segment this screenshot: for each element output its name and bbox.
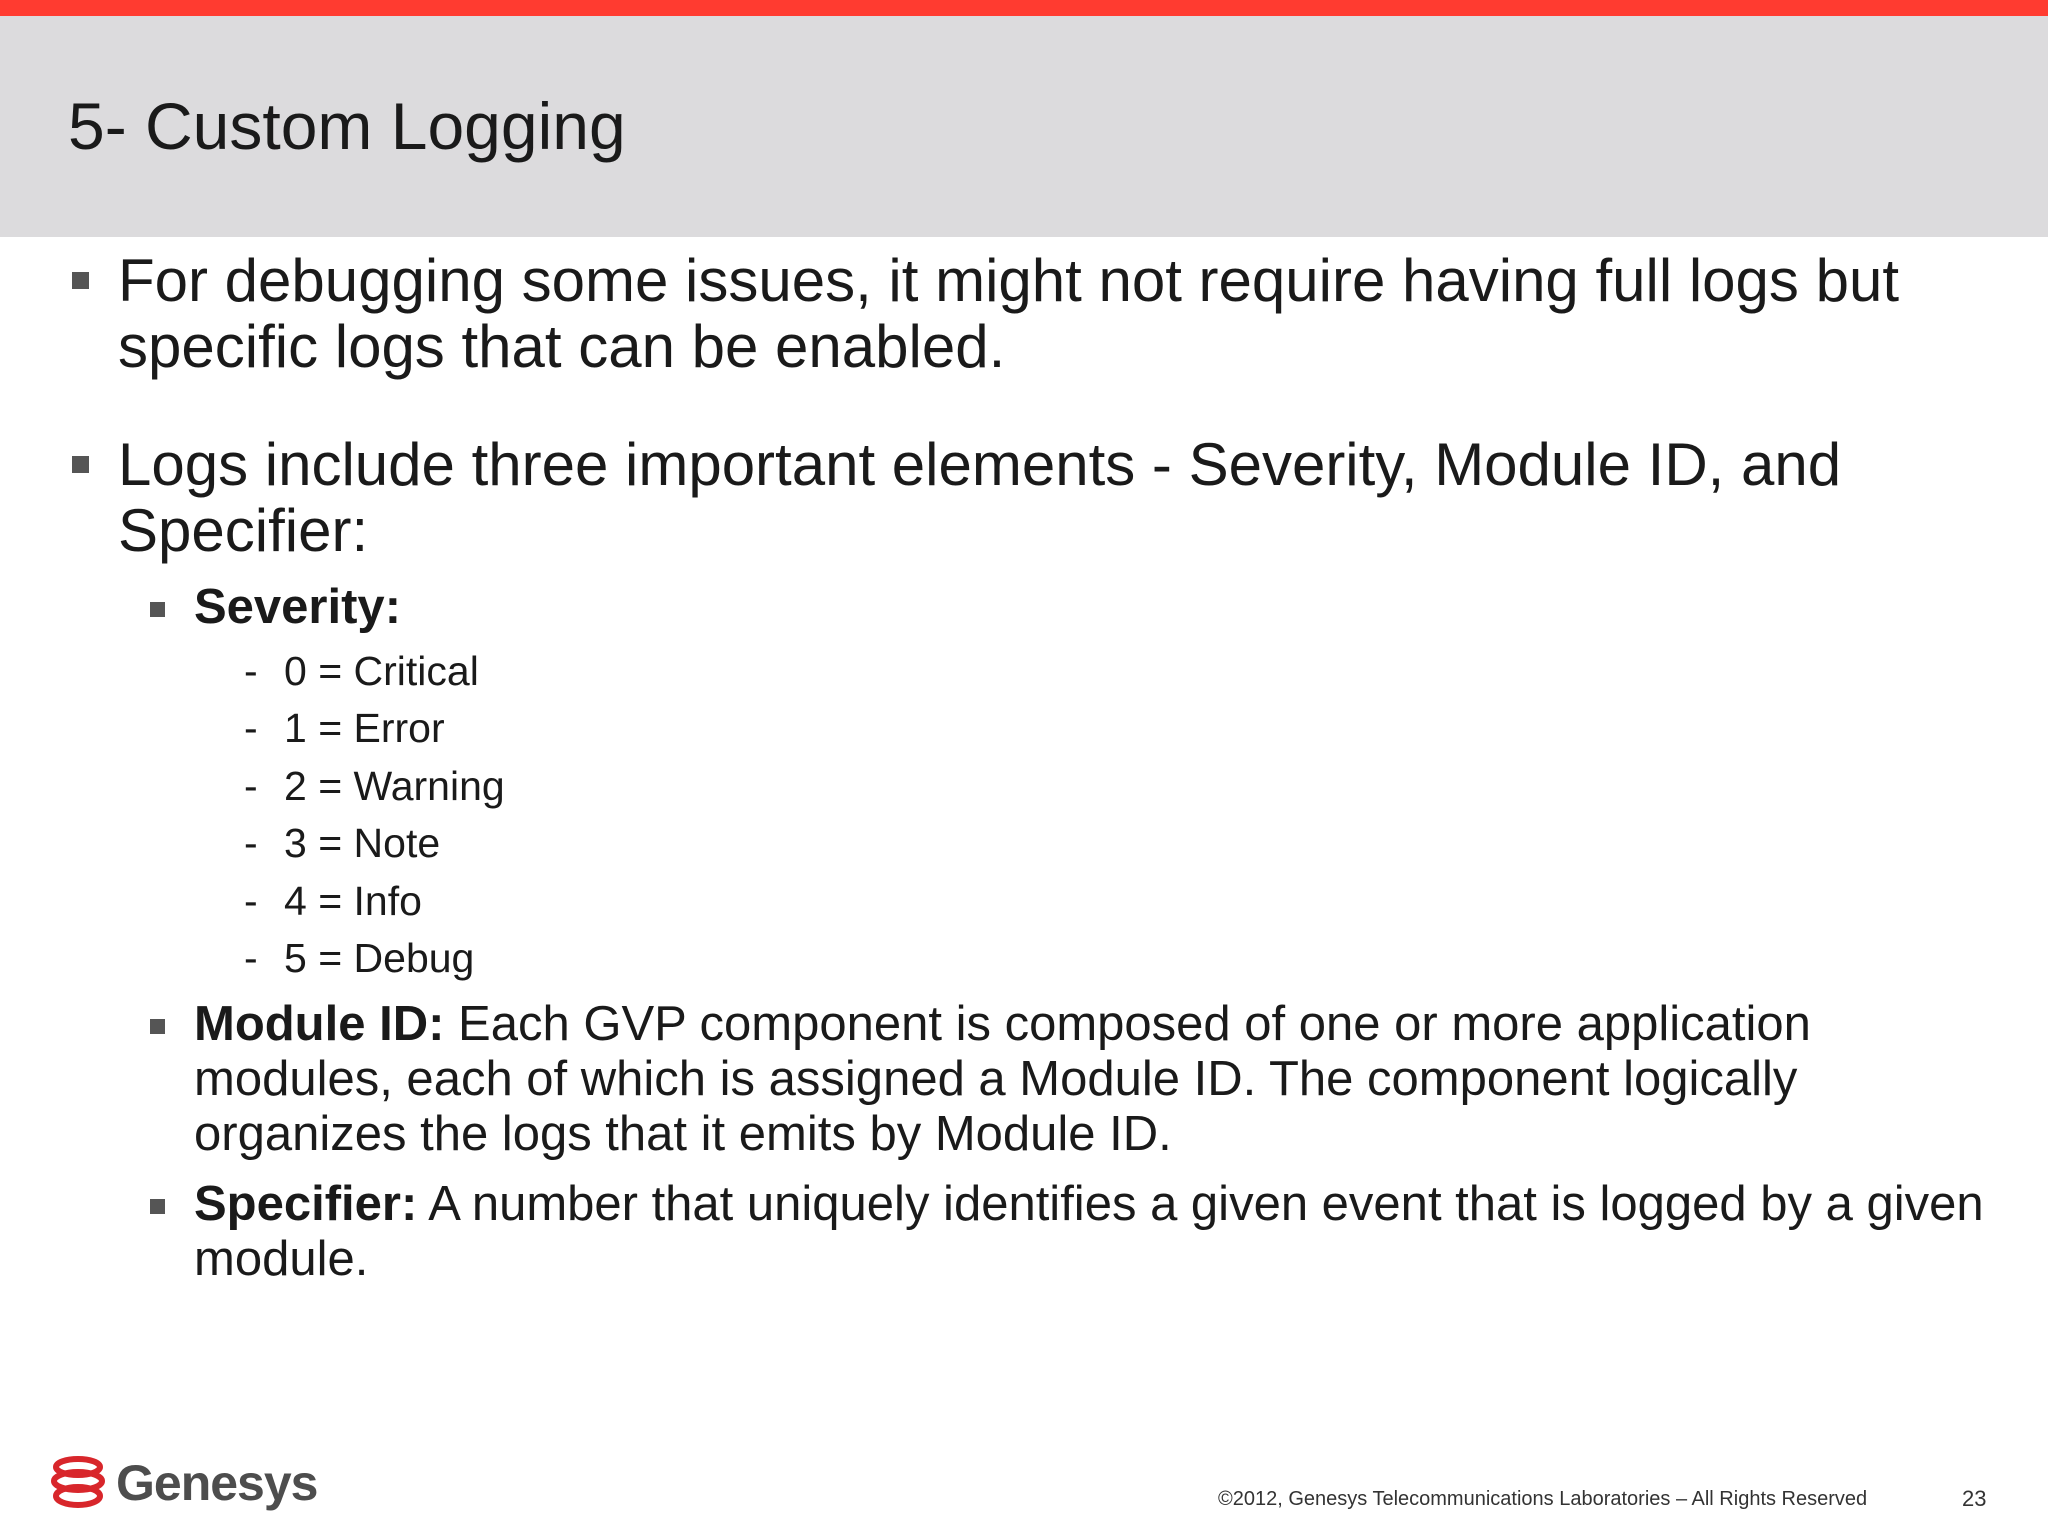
sub-bullet-square-icon bbox=[150, 1199, 165, 1214]
dash-icon: - bbox=[244, 934, 258, 981]
bullet-text: Logs include three important elements - Severity, Module ID, and Specifier: bbox=[118, 431, 1842, 564]
slide-title: 5- Custom Logging bbox=[68, 89, 626, 163]
dash-icon: - bbox=[244, 762, 258, 809]
dash-icon: - bbox=[244, 877, 258, 924]
dash-icon: - bbox=[244, 648, 258, 694]
severity-levels-list bbox=[244, 643, 505, 987]
severity-label: Severity: bbox=[194, 580, 402, 634]
specifier-text: A number that uniquely identifies a given event that is logged by a given module. bbox=[194, 1177, 1984, 1286]
list-item: - 4 = Info bbox=[244, 873, 505, 930]
list-item: - 1 = Error bbox=[244, 700, 505, 757]
dash-icon: - bbox=[244, 820, 258, 867]
bullet-text: For debugging some issues, it might not require having full logs but specific logs that can be enabled. bbox=[118, 247, 1899, 380]
bullet-log-elements bbox=[118, 432, 1978, 564]
genesys-logo bbox=[50, 1452, 317, 1514]
sub-bullet-module-id bbox=[194, 997, 1994, 1162]
bullet-square-icon bbox=[72, 456, 89, 473]
bullet-debugging bbox=[118, 248, 1978, 380]
copyright-notice: ©2012, Genesys Telecommunications Laboratories – All Rights Reserved bbox=[1218, 1488, 1868, 1510]
top-accent-bar bbox=[0, 0, 2048, 16]
sub-bullet-square-icon bbox=[150, 602, 165, 617]
sub-bullet-specifier bbox=[194, 1177, 1994, 1287]
list-item: - 0 = Critical bbox=[244, 643, 505, 700]
list-item: - 5 = Debug bbox=[244, 930, 505, 987]
page-number: 23 bbox=[1962, 1486, 1987, 1511]
sub-bullet-square-icon bbox=[150, 1019, 165, 1034]
bullet-square-icon bbox=[72, 272, 89, 289]
dash-icon: - bbox=[244, 705, 258, 752]
logo-wordmark: Genesys bbox=[116, 1455, 318, 1511]
list-item: - 3 = Note bbox=[244, 815, 505, 872]
module-id-text: Each GVP component is composed of one or more application modules, each of which is assigned a Module ID. The component logically organizes the logs that it emits by Module ID. bbox=[194, 997, 1811, 1161]
specifier-label: Specifier: bbox=[194, 1177, 418, 1231]
sub-bullet-severity bbox=[194, 580, 1994, 635]
module-id-label: Module ID: bbox=[194, 997, 445, 1051]
genesys-stacked-ring-logo-icon bbox=[50, 1455, 106, 1511]
list-item: - 2 = Warning bbox=[244, 758, 505, 815]
